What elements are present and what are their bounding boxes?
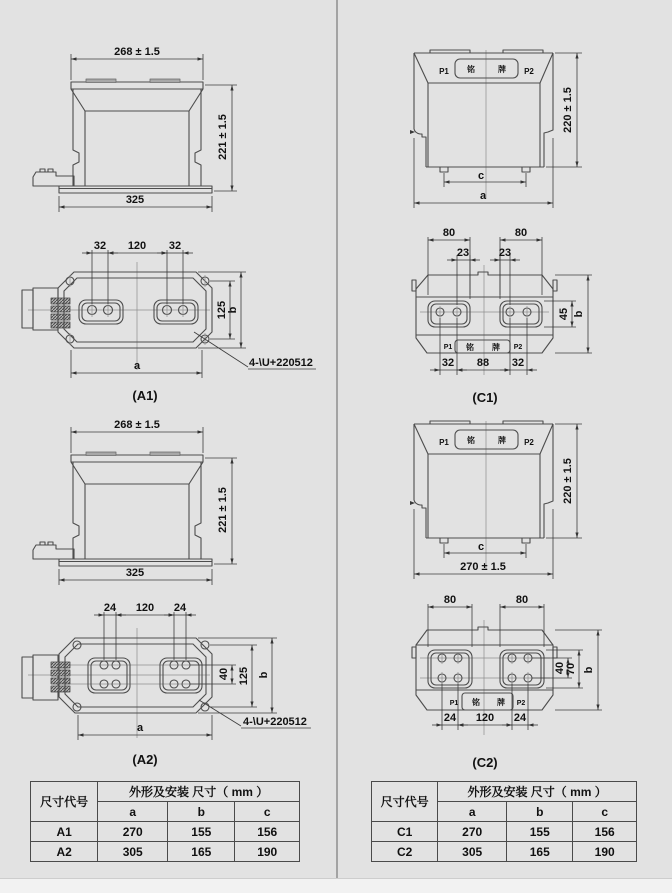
col-header-a: a: [98, 802, 168, 822]
dim-base-width: 325: [125, 194, 145, 206]
col-header-c: c: [573, 802, 637, 822]
nameplate-char-left: 铭: [472, 698, 480, 707]
dim-boss-left: 80: [442, 227, 456, 239]
front-view-drawing-c1: [370, 40, 670, 215]
nameplate-char-right: 牌: [492, 343, 500, 352]
nameplate-char-right: 牌: [498, 65, 506, 74]
dim-pitch-right: 24: [513, 712, 527, 724]
dim-boss-right: 80: [514, 227, 528, 239]
value-cell: 190: [235, 842, 300, 862]
dim-pitch-center: 120: [475, 712, 495, 724]
nameplate-char-left: 铭: [466, 343, 474, 352]
dim-row: 45: [558, 307, 570, 321]
table-row: [372, 822, 637, 842]
table-row: [372, 842, 637, 862]
value-cell: 190: [573, 842, 637, 862]
nameplate-char-left: 铭: [467, 436, 475, 445]
value-cell: 305: [98, 842, 168, 862]
dimension-lines: [414, 424, 582, 579]
dim-pitch-left: 32: [441, 357, 455, 369]
value-cell: 156: [235, 822, 300, 842]
dim-top-width: 268 ± 1.5: [114, 46, 160, 58]
terminal-label-p2: P2: [524, 438, 534, 447]
dim-height-ref-b: b: [583, 666, 595, 674]
caption-a1: (A1): [132, 388, 158, 403]
transformer-side-outline: [33, 79, 212, 193]
hole-ticks: [442, 652, 528, 684]
front-view-drawing-c2: [370, 411, 670, 586]
table-header-row: [372, 782, 637, 802]
dim-pitch-left: 24: [443, 712, 457, 724]
dim-center-pitch: 120: [127, 240, 147, 252]
dim-boss-height: 70: [565, 662, 577, 676]
dimension-lines: [414, 53, 582, 208]
col-header-a: a: [438, 802, 507, 822]
dim-hole-pitch-right: 32: [168, 240, 182, 252]
table-header-row: [31, 782, 300, 802]
value-cell: 305: [438, 842, 507, 862]
dim-pitch-right: 32: [511, 357, 525, 369]
hole-callout-note: 4-\U+220512: [249, 357, 313, 369]
terminal-label-p2: P2: [513, 344, 523, 351]
dim-hole-pitch-left: 24: [103, 602, 117, 614]
dim-base-width: 325: [125, 567, 145, 579]
terminal-label-p1: P1: [439, 438, 449, 447]
nameplate-char-left: 铭: [467, 65, 475, 74]
terminal-label-p2: P2: [516, 700, 526, 707]
terminal-label-p2: P2: [524, 67, 534, 76]
group-header-cell: 外形及安装 尺寸（ mm ）: [438, 782, 637, 802]
dim-width-ref-a: a: [136, 722, 144, 734]
transformer-side-outline: [33, 452, 212, 566]
dim-pitch-center: 88: [476, 357, 490, 369]
code-cell: A2: [31, 842, 98, 862]
col-header-b: b: [168, 802, 235, 822]
value-cell: 270: [98, 822, 168, 842]
dim-top-width: 268 ± 1.5: [114, 419, 160, 431]
a2-top-view-drawing: [20, 600, 336, 778]
value-cell: 156: [573, 822, 637, 842]
dim-width-ref-a: a: [479, 190, 487, 202]
dim-foot-ref-c: c: [477, 541, 485, 553]
value-cell: 270: [438, 822, 507, 842]
dim-offset-right: 23: [498, 247, 512, 259]
dim-offset-left: 23: [456, 247, 470, 259]
dim-width-ref-a: a: [133, 360, 141, 372]
table-row: [31, 822, 300, 842]
c2-top-view-drawing: [370, 595, 670, 778]
dim-height: 125: [216, 300, 228, 320]
terminal-label-p1: P1: [449, 700, 459, 707]
code-header-cell: 尺寸代号: [372, 782, 438, 822]
terminal-label-p1: P1: [439, 67, 449, 76]
c2-plate-outline: [412, 627, 557, 710]
dimension-table-c: [371, 781, 637, 862]
dimension-table-a: [30, 781, 300, 862]
dim-height: 220 ± 1.5: [562, 87, 574, 133]
dim-height-ref-b: b: [258, 671, 270, 679]
dim-height: 221 ± 1.5: [217, 487, 229, 533]
code-header-cell: 尺寸代号: [31, 782, 98, 822]
dim-hole-pitch-left: 32: [93, 240, 107, 252]
hole-callout-note: 4-\U+220512: [243, 716, 307, 728]
caption-c2: (C2): [472, 755, 498, 770]
side-view-drawing-a1: [20, 40, 320, 230]
group-header-cell: 外形及安装 尺寸（ mm ）: [98, 782, 300, 802]
nameplate-char-right: 牌: [497, 698, 505, 707]
col-header-c: c: [235, 802, 300, 822]
column-divider: [336, 0, 338, 878]
a2-plate-outline: [22, 638, 212, 713]
dim-boss-left: 80: [443, 595, 457, 606]
dim-row-pitch: 40: [218, 667, 230, 681]
table-row: [31, 842, 300, 862]
dim-center-pitch: 120: [135, 602, 155, 614]
dim-height: 125: [238, 666, 250, 686]
value-cell: 155: [168, 822, 235, 842]
a1-top-view-drawing: [20, 238, 336, 413]
code-cell: A1: [31, 822, 98, 842]
terminal-label-p1: P1: [443, 344, 453, 351]
dim-height-ref-b: b: [573, 310, 585, 318]
code-cell: C2: [372, 842, 438, 862]
caption-c1: (C1): [472, 390, 498, 405]
nameplate-char-right: 牌: [498, 436, 506, 445]
dim-height: 220 ± 1.5: [562, 458, 574, 504]
dim-hole-pitch-right: 24: [173, 602, 187, 614]
dim-height-ref-b: b: [227, 306, 239, 314]
dim-row-pitch: 40: [554, 661, 566, 675]
c1-top-view-drawing: [370, 225, 670, 410]
caption-a2: (A2): [132, 752, 158, 767]
value-cell: 155: [507, 822, 573, 842]
c1-plate-outline: [412, 272, 557, 353]
page-bottom-strip: [0, 878, 672, 893]
value-cell: 165: [168, 842, 235, 862]
col-header-b: b: [507, 802, 573, 822]
dim-height: 221 ± 1.5: [217, 114, 229, 160]
dim-foot-ref-c: c: [477, 170, 485, 182]
side-view-drawing-a2: [20, 413, 320, 603]
dim-bottom-width: 270 ± 1.5: [460, 561, 506, 573]
dim-boss-right: 80: [515, 595, 529, 606]
value-cell: 165: [507, 842, 573, 862]
code-cell: C1: [372, 822, 438, 842]
